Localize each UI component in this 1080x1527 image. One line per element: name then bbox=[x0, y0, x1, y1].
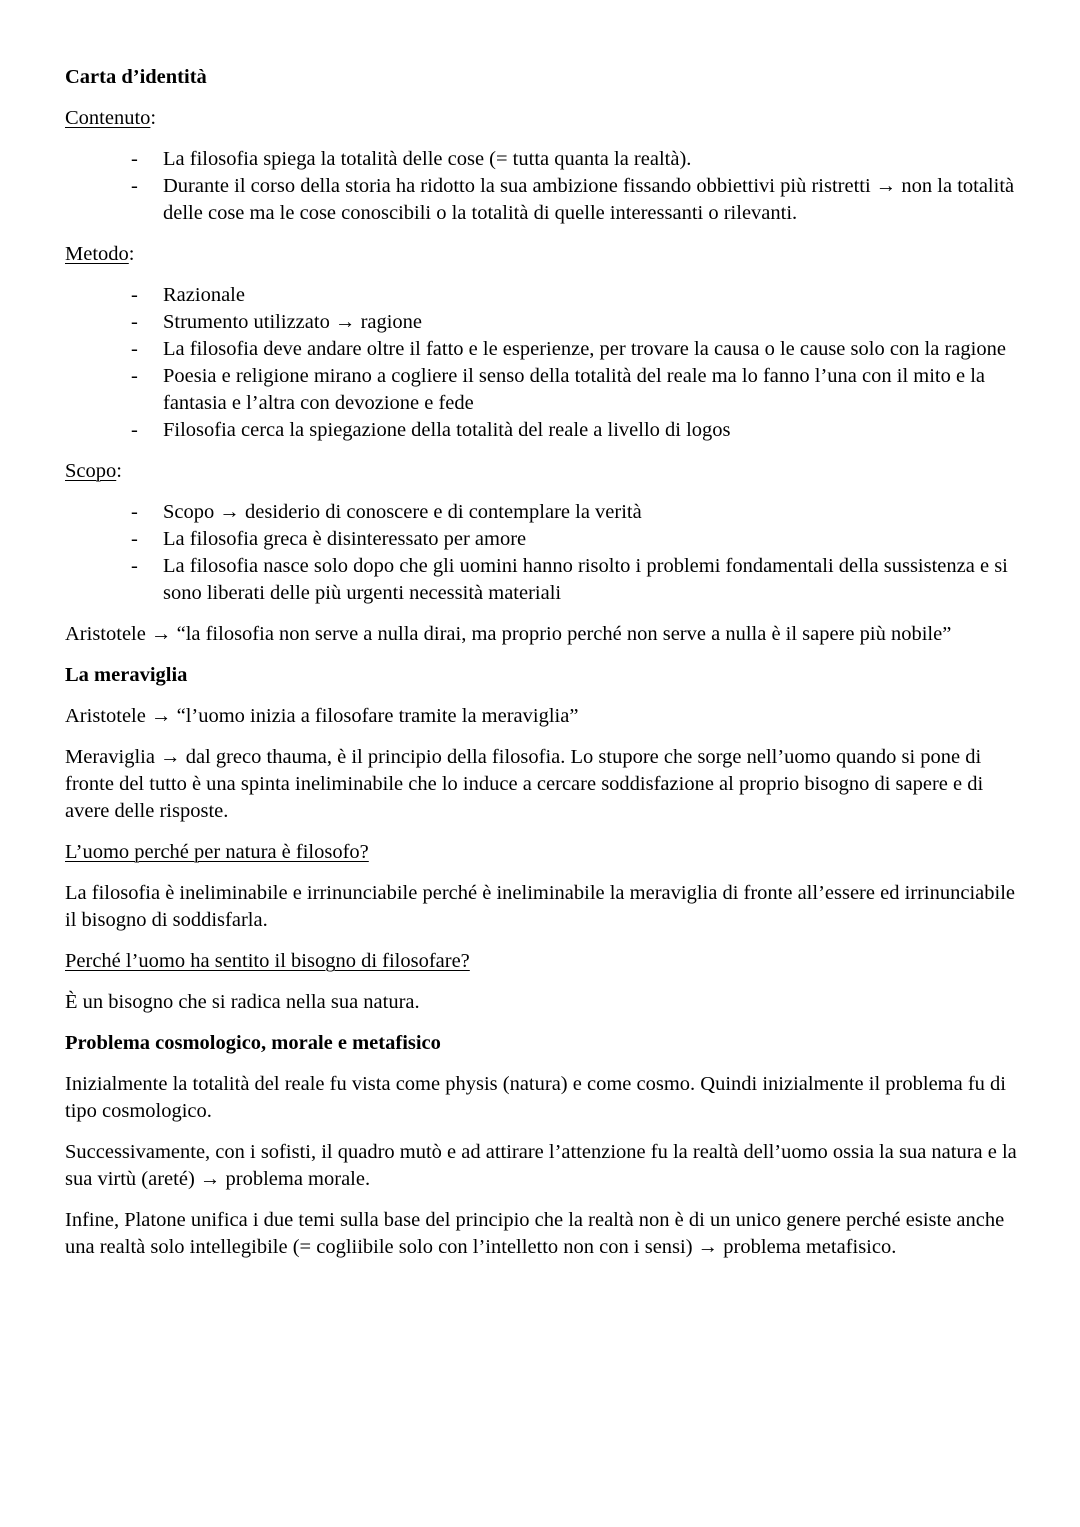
dash-bullet-icon: - bbox=[131, 338, 138, 360]
list-item: - Durante il corso della storia ha ridotto la sua ambizione fissando obbiettivi più ristretti → non la totalità delle cose ma le cose conoscibili o la totalità di quelle interessanti o rilevanti. bbox=[131, 175, 1015, 224]
dash-bullet-icon: - bbox=[131, 555, 138, 577]
scopo-list bbox=[65, 499, 1025, 607]
metodo-list bbox=[65, 282, 1025, 444]
heading-problema: Problema cosmologico, morale e metafisico bbox=[65, 1032, 441, 1054]
section-label-text: Scopo bbox=[65, 460, 117, 482]
contenuto-list bbox=[65, 146, 1025, 227]
section-label-text: Metodo bbox=[65, 243, 129, 265]
heading-meraviglia: La meraviglia bbox=[65, 664, 188, 686]
aristotele-quote-meraviglia: Aristotele → “l’uomo inizia a filosofare tramite la meraviglia” bbox=[65, 705, 579, 727]
section-label-metodo: Metodo: bbox=[65, 243, 135, 265]
list-item: - Scopo → desiderio di conoscere e di contemplare la verità bbox=[65, 499, 1025, 526]
dash-bullet-icon: - bbox=[131, 175, 138, 197]
dash-bullet-icon: - bbox=[131, 311, 138, 333]
answer-2: È un bisogno che si radica nella sua natura. bbox=[65, 991, 420, 1013]
list-item: - La filosofia nasce solo dopo che gli uomini hanno risolto i problemi fondamentali della sussistenza e si sono liberati delle più urgenti necessità materiali bbox=[131, 555, 1008, 604]
dash-bullet-icon: - bbox=[131, 365, 138, 387]
list-item: - La filosofia greca è disinteressato per amore bbox=[65, 526, 1025, 553]
list-item: - La filosofia deve andare oltre il fatto e le esperienze, per trovare la causa o le cause solo con la ragione bbox=[65, 336, 1025, 363]
list-item: - Filosofia cerca la spiegazione della totalità del reale a livello di logos bbox=[65, 417, 1025, 444]
question-2: Perché l’uomo ha sentito il bisogno di filosofare? bbox=[65, 950, 470, 972]
dash-bullet-icon: - bbox=[131, 528, 138, 550]
dash-bullet-icon: - bbox=[131, 419, 138, 441]
document-page bbox=[65, 64, 1025, 1261]
list-item: - La filosofia spiega la totalità delle cose (= tutta quanta la realtà). bbox=[65, 146, 1025, 173]
document-title: Carta d’identità bbox=[65, 66, 207, 88]
problema-paragraph-2: Successivamente, con i sofisti, il quadro mutò e ad attirare l’attenzione fu la realtà dell’uomo ossia la sua natura e la sua virtù (areté) → problema morale. bbox=[65, 1141, 1017, 1190]
dash-bullet-icon: - bbox=[131, 148, 138, 170]
list-item: - Razionale bbox=[65, 282, 1025, 309]
dash-bullet-icon: - bbox=[131, 284, 138, 306]
problema-paragraph-3: Infine, Platone unifica i due temi sulla base del principio che la realtà non è di un unico genere perché esiste anche una realtà solo intellegibile (= cogliibile solo con l’intelletto non con i sensi) → problema metafisico. bbox=[65, 1209, 1005, 1258]
list-item: - Strumento utilizzato → ragione bbox=[65, 309, 1025, 336]
section-label-text: Contenuto bbox=[65, 107, 151, 129]
meraviglia-definition: Meraviglia → dal greco thauma, è il principio della filosofia. Lo stupore che sorge nell’uomo quando si pone di fronte del tutto è una spinta ineliminabile che lo induce a cercare soddisfazione al proprio bisogno di sapere e di avere delle risposte. bbox=[65, 746, 984, 822]
question-1: L’uomo perché per natura è filosofo? bbox=[65, 841, 369, 863]
problema-paragraph-1: Inizialmente la totalità del reale fu vista come physis (natura) e come cosmo. Quindi inizialmente il problema fu di tipo cosmologico. bbox=[65, 1073, 1006, 1122]
answer-1: La filosofia è ineliminabile e irrinunciabile perché è ineliminabile la meraviglia di fronte all’essere ed irrinunciabile il bisogno di soddisfarla. bbox=[65, 882, 1016, 931]
list-item: - Poesia e religione mirano a cogliere il senso della totalità del reale ma lo fanno l’una con il mito e la fantasia e l’altra con devozione e fede bbox=[131, 365, 985, 414]
dash-bullet-icon: - bbox=[131, 501, 138, 523]
section-label-contenuto: Contenuto: bbox=[65, 107, 157, 129]
aristotele-quote: Aristotele → “la filosofia non serve a nulla dirai, ma proprio perché non serve a nulla è il sapere più nobile” bbox=[65, 623, 952, 645]
section-label-scopo: Scopo: bbox=[65, 460, 122, 482]
